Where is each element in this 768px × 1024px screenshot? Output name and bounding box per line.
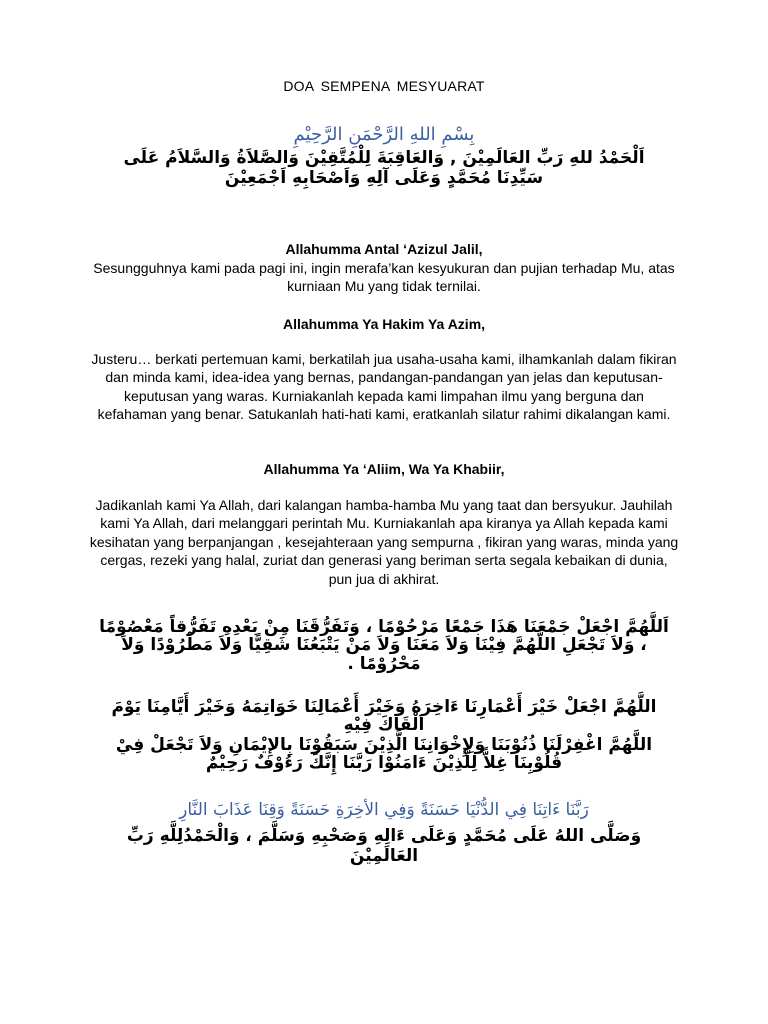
- rabbana-arabic: رَبَّنَا ءَاتِنَا فِي الدُّنْيَا حَسَنَةً وَفِي الأخِرَةِ حَسَنَةً وَقِنَا عَذَابَ النَّارِ: [179, 800, 589, 820]
- document-title: DOA SEMPENA MESYUARAT: [283, 78, 485, 94]
- doa-arabic-2: اللَّهُمَّ اجْعَلْ خَيْرَ أَعْمَارِنَا ءَاخِرَهُ وَخَيْرَ أَعْمَالِنَا خَوَاتِمَهُ وَخَيْرَ أَيَّامِنَا يَوْمَ اَلْقَاكَ فِيْهِ: [111, 697, 657, 736]
- section-1-paragraph: Sesungguhnya kami pada pagi ini, ingin merafa’kan kesyukuran dan pujian terhadap Mu, atas kurniaan Mu yang tidak ternilai.: [93, 260, 675, 295]
- doa-arabic-1: اَللَّهُمَّ اجْعَلْ جَمْعَنَا هَذَا جَمْعًا مَرْحُوْمًا ، وَتَفَرُّقَنَا مِنْ بَعْدِهِ تَفَرُّقاً مَعْصُوْمًا ، وَلاَ تَجْعَلِ اللَّهُمَّ فِيْنَا وَلاَ مَعَنَا وَلاَ مَنْ يَتْبَعُنَا شَقِيًّا وَلاَ مَطْرُوْدًا وَلاَ مَحْرُوْمًا .: [99, 617, 669, 674]
- basmala-arabic: بِسْمِ اللهِ الرَّحْمَنِ الرَّحِيْمِ: [293, 124, 475, 145]
- section-3-paragraph: Jadikanlah kami Ya Allah, dari kalangan hamba-hamba Mu yang taat dan bersyukur. Jauhilah kami Ya Allah, dari melanggari perintah Mu. Kurniakanlah apa kiranya ya Allah kepada kami kesihatan yang berpanjangan , kesejahteraan yang sempurna , fikiran yang waras, minda yang cergas, rezeki yang halal, zuriat dan generasi yang beriman serta segala kebaikan di dunia, pun jua di akhirat.: [89, 497, 679, 587]
- closing-salawat-arabic: وَصَلَّى اللهُ عَلَى مُحَمَّدٍ وَعَلَى ءَالِهِ وَصَحْبِهِ وَسَلَّمَ ، وَالْحَمْدُلِلَّهِ رَبِّ العَالَمِيْنَ: [126, 826, 642, 866]
- section-1-heading: Allahumma Antal ‘Azizul Jalil,: [285, 241, 483, 257]
- section-2-paragraph: Justeru… berkati pertemuan kami, berkatilah jua usaha-usaha kami, ilhamkanlah dalam fikiran dan minda kami, idea-idea yang bernas, pandangan-pandangan yan jelas dan keputusan-keputusan yang waras. Kurniakanlah kepada kami limpahan ilmu yang berguna dan kefahaman yang benar. Satukanlah hati-hati kami, eratkanlah silatur rahimi dikalangan kami.: [91, 351, 677, 423]
- section-2-heading: Allahumma Ya Hakim Ya Azim,: [282, 316, 486, 332]
- doa-arabic-3: اللَّهُمَّ اغْفِرْلَنَا ذُنُوْبَنَا وَلِإِخْوَانِنَا الَّذِيْنَ سَبَقُوْنَا بِالإِيْمَانِ وَلاَ تَجْعَلْ فِيْ قُلُوْبِنَا غِلاًّ لِلَّذِيْنَ ءَامَنُوْا رَبَّنَا إِنَّكَ رَءُوْفٌ رَحِيْمٌ: [115, 735, 653, 774]
- opening-praise-arabic: اَلْحَمْدُ للهِ رَبِّ العَالَمِيْنَ , وَالعَاقِبَةَ لِلْمُتَّقِيْنَ وَالصَّلاَةُ وَالسَّلاَمُ عَلَى سَيِّدِنَا مُحَمَّدٍ وَعَلَى آلِهِ وَاَصْحَابِهِ اَجْمَعِيْنَ: [123, 148, 645, 188]
- section-3-heading: Allahumma Ya ‘Aliim, Wa Ya Khabiir,: [263, 461, 505, 477]
